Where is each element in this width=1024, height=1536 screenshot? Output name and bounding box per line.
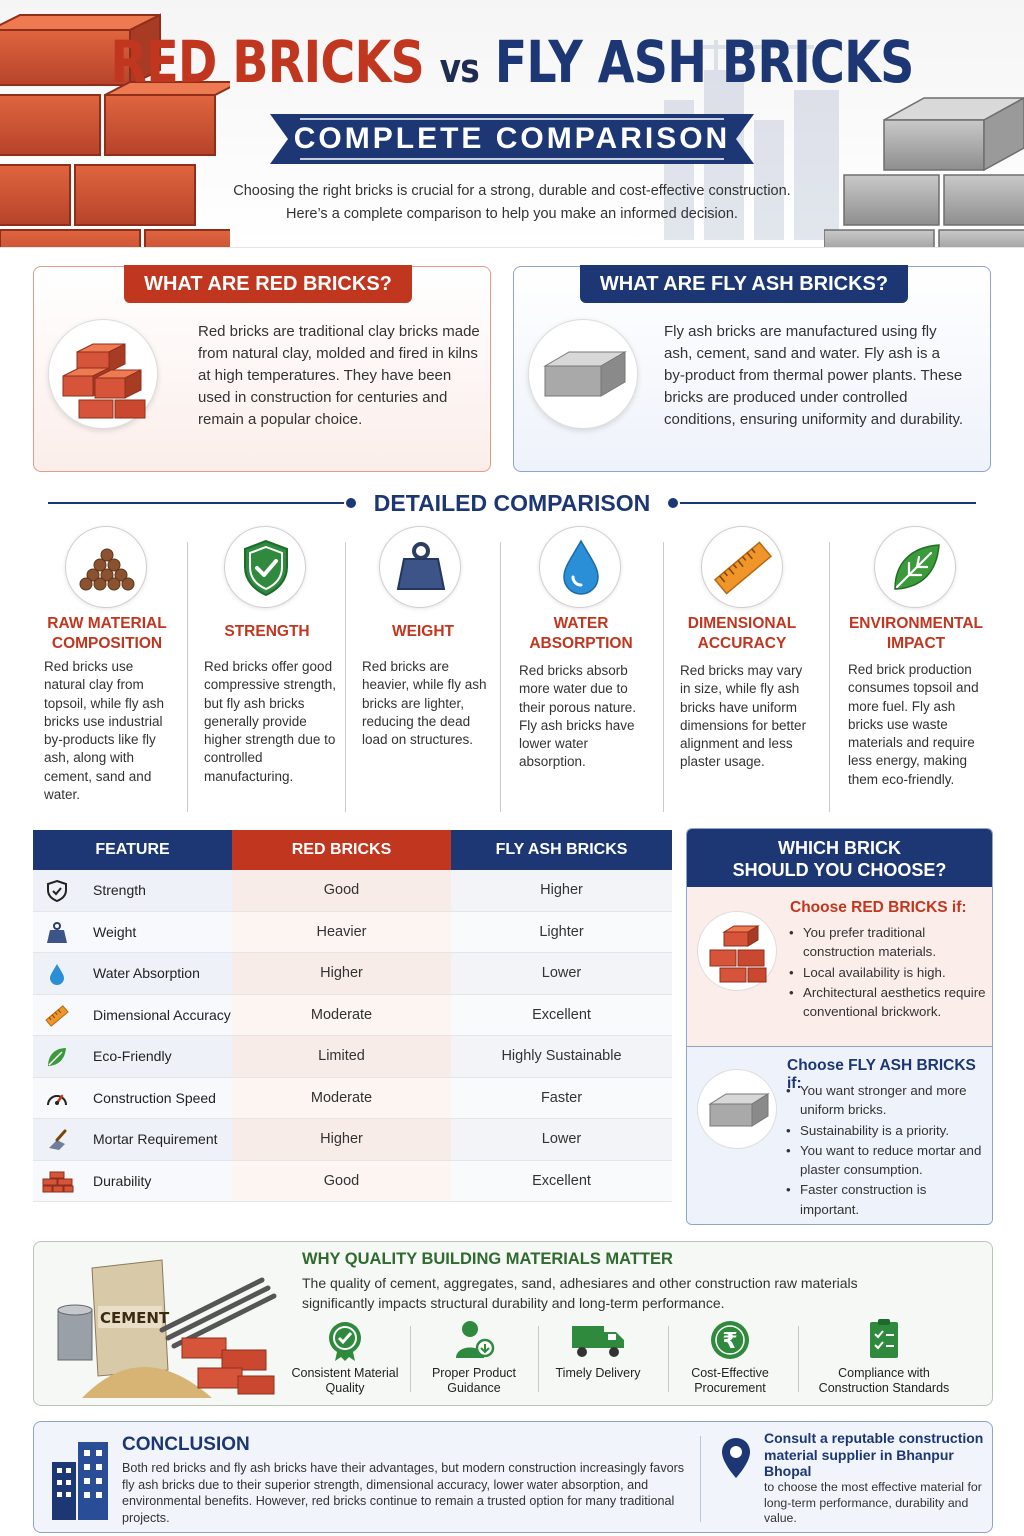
table-row	[33, 870, 672, 912]
quality-item-label: Timely Delivery	[555, 1366, 641, 1380]
quality-materials-section	[33, 1241, 993, 1406]
page-title	[92, 28, 932, 96]
list-item: • Sustainability is a priority.	[784, 1121, 986, 1140]
row-feature-label: Water Absorption	[93, 965, 200, 981]
quality-text: The quality of cement, aggregates, sand, adhesiares and other construction raw materials significantly impacts structural durability and long-term performance.	[302, 1275, 858, 1311]
row-fly-ash-value: Lower	[541, 965, 582, 981]
which-brick-title-line-1: WHICH BRICK	[778, 838, 901, 858]
conclusion-title: CONCLUSION	[122, 1434, 250, 1455]
choose-red-title: Choose RED BRICKS if:	[790, 899, 967, 916]
feature-text: Red bricks absorb more water due to their porous nature. Fly ash bricks have lower water absorption.	[519, 663, 637, 770]
row-fly-ash-value: Lighter	[539, 923, 584, 940]
location-pin-icon	[720, 1436, 752, 1480]
grey-brick-icon	[698, 1070, 778, 1150]
row-red-value: Higher	[320, 1131, 363, 1147]
row-feature-label: Strength	[93, 882, 146, 898]
row-feature-label: Dimensional Accuracy	[93, 1006, 231, 1023]
water-drop-icon	[539, 526, 621, 608]
red-bricks-small-image	[697, 911, 777, 991]
choose-fly-ash-title: Choose FLY ASH BRICKS if:	[787, 1057, 976, 1092]
table-row	[33, 912, 672, 954]
which-brick-panel	[686, 828, 993, 1225]
quality-item-label: Compliance with Construction Standards	[818, 1366, 950, 1395]
red-bricks-card	[33, 266, 491, 472]
table-header-feature: FEATURE	[33, 830, 232, 870]
bricks-icon	[41, 1170, 75, 1194]
feature-divider	[187, 542, 188, 812]
list-item: • Local availability is high.	[787, 963, 987, 982]
fly-ash-brick-image	[528, 319, 638, 429]
feature-divider	[345, 542, 346, 812]
title-red-bricks: RED BRICKS	[110, 28, 424, 96]
table-row	[33, 1078, 672, 1120]
row-red-value: Moderate	[310, 1089, 373, 1106]
quality-item-guidance	[410, 1318, 538, 1398]
intro-line-2: Here’s a complete comparison to help you make an informed decision.	[286, 206, 738, 222]
conclusion-section	[33, 1421, 993, 1533]
section-divider-left	[48, 502, 344, 504]
table-row	[33, 1161, 672, 1203]
choose-fly-ash-section	[687, 1047, 992, 1225]
clay-pile-icon	[65, 526, 147, 608]
row-red-value: Moderate	[310, 1006, 373, 1023]
quality-item-label: Consistent Material Quality	[291, 1366, 399, 1395]
intro-line-1: Choosing the right bricks is crucial for a strong, durable and cost-effective construction.	[233, 183, 791, 199]
row-fly-ash-value: Excellent	[532, 1006, 591, 1023]
table-row	[33, 953, 672, 995]
feature-text: Red bricks use natural clay from topsoil, while fly ash bricks use industrial by-products like fly ash, along with cement, sand and water.	[44, 659, 165, 803]
feature-weight	[350, 524, 496, 814]
quality-divider	[798, 1326, 799, 1392]
feature-title: DIMENSIONAL ACCURACY	[687, 615, 797, 652]
fly-ash-bricks-card	[513, 266, 991, 472]
row-fly-ash-value: Highly Sustainable	[501, 1048, 622, 1064]
quality-title: WHY QUALITY BUILDING MATERIALS MATTER	[302, 1250, 673, 1268]
choose-fly-ash-list	[784, 1081, 986, 1220]
trowel-icon	[45, 1128, 69, 1152]
row-red-value: Higher	[320, 965, 363, 981]
quality-item-compliance	[804, 1318, 964, 1398]
choose-red-list	[787, 923, 987, 1022]
feature-text: Red brick production consumes topsoil and more fuel. Fly ash bricks use waste materials and require less energy, making them eco-friendly.	[848, 662, 979, 787]
feature-divider	[663, 542, 664, 812]
row-feature-label: Mortar Requirement	[93, 1131, 218, 1147]
title-vs: vs	[439, 46, 479, 92]
section-dot-right	[668, 498, 678, 508]
feature-title: WATER ABSORPTION	[529, 615, 633, 652]
fly-ash-bricks-description: Fly ash bricks are manufactured using fly ash, cement, sand and water. Fly ash is a by-product from thermal power plants. These bricks are produced under controlled conditions, ensuring uniformity and durability.	[664, 323, 964, 428]
row-feature-label: Construction Speed	[93, 1089, 216, 1106]
quality-item-label: Proper Product Guidance	[431, 1366, 517, 1395]
feature-raw-material	[32, 524, 182, 814]
row-feature-label: Weight	[93, 923, 137, 940]
list-item: • You want to reduce mortar and plaster consumption.	[784, 1141, 986, 1180]
row-fly-ash-value: Excellent	[532, 1172, 591, 1189]
conclusion-text: Both red bricks and fly ash bricks have their advantages, but modern construction increasingly favors fly ash bricks due to their superior strength, dimensional accuracy, lower water absorption, and environmental benefits. However, red bricks continue to remain a trusted option for many traditional projects.	[122, 1461, 685, 1525]
row-fly-ash-value: Faster	[540, 1089, 583, 1106]
section-divider-right	[680, 502, 976, 504]
table-row	[33, 1119, 672, 1161]
ruler-icon	[45, 1004, 69, 1028]
shield-icon	[45, 879, 69, 903]
which-brick-title-line-2: SHOULD YOU CHOOSE?	[732, 860, 947, 880]
feature-environmental-impact	[836, 524, 996, 814]
feature-strength	[192, 524, 342, 814]
consult-supplier-text: Consult a reputable construction material supplier in Bhanpur Bhopal	[764, 1430, 984, 1479]
checklist-icon	[862, 1318, 906, 1362]
red-brick-pile-icon	[49, 320, 159, 430]
intro-text	[190, 180, 834, 226]
weight-icon	[379, 526, 461, 608]
water-drop-icon	[45, 962, 69, 986]
leaf-icon	[45, 1045, 69, 1069]
quality-badge-icon	[323, 1318, 367, 1362]
advisor-icon	[452, 1318, 496, 1362]
feature-dimensional-accuracy	[668, 524, 816, 814]
speedometer-icon	[45, 1087, 69, 1111]
row-feature-label: Durability	[93, 1172, 152, 1189]
table-row	[33, 995, 672, 1037]
ruler-icon	[701, 526, 783, 608]
red-bricks-card-title: WHAT ARE RED BRICKS?	[124, 265, 412, 303]
list-item: • Faster construction is important.	[784, 1180, 986, 1219]
consult-supplier-subtext: to choose the most effective material for long-term performance, durability and value.	[764, 1480, 982, 1525]
row-red-value: Limited	[318, 1048, 365, 1064]
list-item: • You prefer traditional construction materials.	[787, 923, 987, 962]
rupee-icon	[708, 1318, 752, 1362]
shield-check-icon	[224, 526, 306, 608]
feature-text: Red bricks are heavier, while fly ash bricks are lighter, reducing the dead load on structures.	[362, 659, 487, 748]
fly-ash-bricks-stack-image	[824, 90, 1024, 248]
subtitle-banner: COMPLETE COMPARISON	[293, 122, 731, 155]
header	[0, 0, 1024, 248]
feature-text: Red bricks may vary in size, while fly ash bricks have uniform dimensions for better alignment and less plaster usage.	[680, 663, 807, 770]
leaf-icon	[874, 526, 956, 608]
fly-ash-small-image	[697, 1069, 777, 1149]
feature-text: Red bricks offer good compressive strength, but fly ash bricks generally provide higher strength due to controlled manufacturing.	[204, 659, 337, 784]
feature-title: ENVIRONMENTAL IMPACT	[848, 615, 984, 652]
red-brick-image	[48, 319, 158, 429]
detailed-comparison-title: DETAILED COMPARISON	[373, 490, 651, 516]
row-red-value: Good	[323, 882, 360, 898]
table-header-fly-ash-bricks: FLY ASH BRICKS	[451, 830, 672, 870]
red-brick-pile-icon	[698, 912, 778, 992]
row-feature-label: Eco-Friendly	[93, 1048, 172, 1064]
feature-divider	[500, 542, 501, 812]
feature-title: WEIGHT	[392, 623, 454, 640]
building-icon	[48, 1436, 112, 1520]
title-fly-ash-bricks: FLY ASH BRICKS	[494, 28, 914, 96]
list-item: • You want stronger and more uniform bricks.	[784, 1081, 986, 1120]
red-bricks-description: Red bricks are traditional clay bricks made from natural clay, molded and fired in kilns at high temperatures. They have been used in construction for centuries and remain a popular choice.	[198, 323, 480, 428]
truck-icon	[570, 1318, 626, 1362]
row-red-value: Good	[323, 1172, 360, 1189]
table-row	[33, 1036, 672, 1078]
comparison-table	[33, 830, 672, 1200]
feature-divider	[829, 542, 830, 812]
quality-item-label: Cost-Effective Procurement	[691, 1366, 769, 1395]
feature-title: RAW MATERIAL COMPOSITION	[47, 615, 167, 652]
list-item: • Architectural aesthetics require conventional brickwork.	[787, 983, 987, 1022]
quality-item-consistent	[281, 1318, 409, 1398]
feature-title: STRENGTH	[224, 623, 310, 640]
row-red-value: Heavier	[316, 923, 367, 940]
feature-water-absorption	[507, 524, 655, 814]
choose-red-section	[687, 887, 992, 1047]
which-brick-title	[687, 829, 992, 887]
svg-text:₹: ₹	[722, 1329, 738, 1354]
quality-item-cost	[666, 1318, 794, 1398]
weight-icon	[45, 921, 69, 945]
row-fly-ash-value: Higher	[540, 882, 583, 898]
fly-ash-bricks-card-title: WHAT ARE FLY ASH BRICKS?	[580, 265, 908, 303]
quality-item-delivery	[534, 1318, 662, 1398]
construction-materials-image	[42, 1250, 292, 1400]
conclusion-divider	[700, 1436, 701, 1522]
table-header-red-bricks: RED BRICKS	[232, 830, 451, 870]
cement-bag-label: CEMENT	[100, 1309, 170, 1327]
grey-brick-icon	[529, 320, 639, 430]
row-fly-ash-value: Lower	[541, 1131, 582, 1147]
